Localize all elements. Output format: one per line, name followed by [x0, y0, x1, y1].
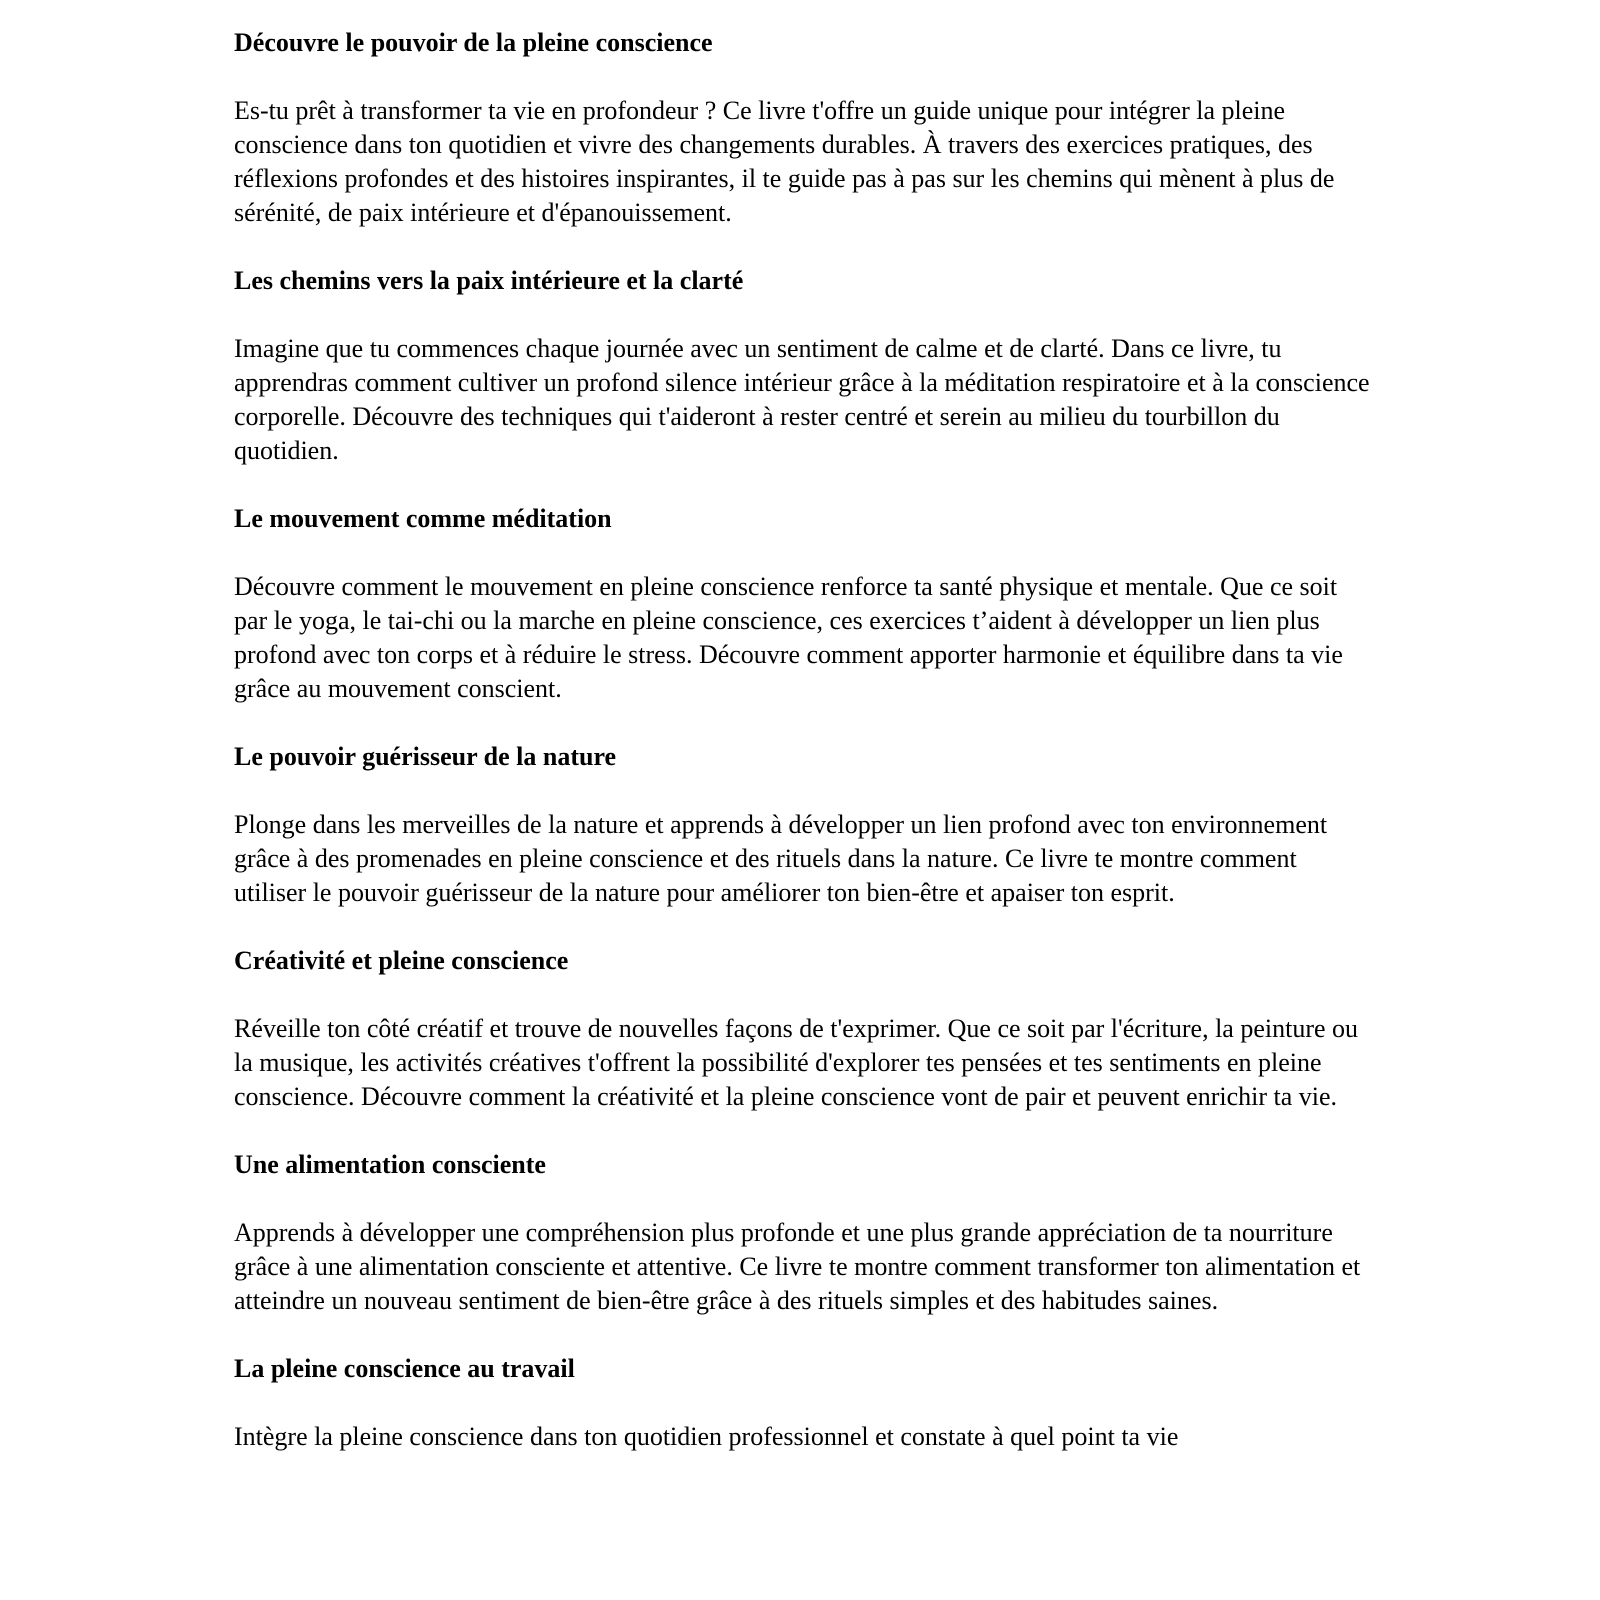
section-heading: Les chemins vers la paix intérieure et la clarté	[234, 266, 744, 295]
section-paragraph: Es-tu prêt à transformer ta vie en profondeur ? Ce livre t'offre un guide unique pour intégrer la pleine conscience dans ton quotidien et vivre des changements durables. À travers des exercices pratiques, des réflexions profondes et des histoires inspirantes, il te guide pas à pas sur les chemins qui mènent à plus de sérénité, de paix intérieure et d'épanouissement.	[234, 96, 1335, 227]
document-body	[234, 26, 1374, 1488]
section-mindfulness-power	[234, 26, 1374, 230]
section-mindful-eating	[234, 1148, 1374, 1318]
section-heading: Créativité et pleine conscience	[234, 946, 569, 975]
section-heading: Le pouvoir guérisseur de la nature	[234, 742, 617, 771]
section-paragraph: Intègre la pleine conscience dans ton quotidien professionnel et constate à quel point ta vie	[234, 1422, 1179, 1451]
section-heading: La pleine conscience au travail	[234, 1354, 575, 1383]
section-paragraph: Plonge dans les merveilles de la nature et apprends à développer un lien profond avec ton environnement grâce à des promenades en pleine conscience et des rituels dans la nature. Ce livre te montre comment utiliser le pouvoir guérisseur de la nature pour améliorer ton bien-être et apaiser ton esprit.	[234, 810, 1328, 907]
section-paragraph: Découvre comment le mouvement en pleine conscience renforce ta santé physique et mentale. Que ce soit par le yoga, le tai-chi ou la marche en pleine conscience, ces exercices t’aident à développer un lien plus profond avec ton corps et à réduire le stress. Découvre comment apporter harmonie et équilibre dans ta vie grâce au mouvement conscient.	[234, 572, 1343, 703]
section-paragraph: Apprends à développer une compréhension plus profonde et une plus grande appréciation de ta nourriture grâce à une alimentation consciente et attentive. Ce livre te montre comment transformer ton alimentation et atteindre un nouveau sentiment de bien-être grâce à des rituels simples et des habitudes saines.	[234, 1218, 1361, 1315]
section-creativity	[234, 944, 1374, 1114]
section-heading: Découvre le pouvoir de la pleine conscience	[234, 28, 713, 57]
section-inner-peace	[234, 264, 1374, 468]
section-mindfulness-at-work	[234, 1352, 1374, 1454]
section-movement	[234, 502, 1374, 706]
section-paragraph: Imagine que tu commences chaque journée avec un sentiment de calme et de clarté. Dans ce livre, tu apprendras comment cultiver un profond silence intérieur grâce à la méditation respiratoire et à la conscience corporelle. Découvre des techniques qui t'aideront à rester centré et serein au milieu du tourbillon du quotidien.	[234, 334, 1370, 465]
section-paragraph: Réveille ton côté créatif et trouve de nouvelles façons de t'exprimer. Que ce soit par l'écriture, la peinture ou la musique, les activités créatives t'offrent la possibilité d'explorer tes pensées et tes sentiments en pleine conscience. Découvre comment la créativité et la pleine conscience vont de pair et peuvent enrichir ta vie.	[234, 1014, 1359, 1111]
section-heading: Une alimentation consciente	[234, 1150, 546, 1179]
section-heading: Le mouvement comme méditation	[234, 504, 612, 533]
section-nature	[234, 740, 1374, 910]
